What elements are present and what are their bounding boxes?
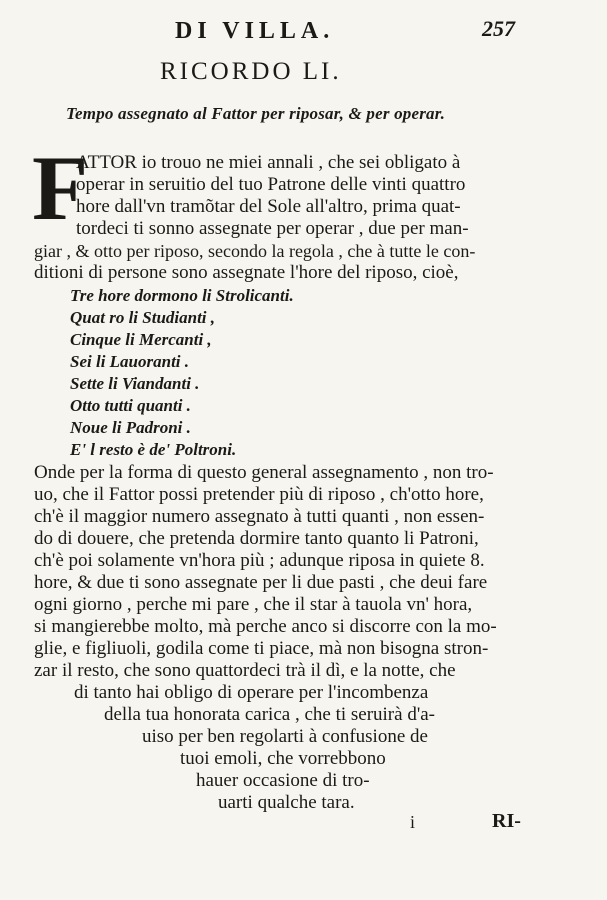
- closing-line: ch'è poi solamente vn'hora più ; adunque riposa in quiete 8.: [34, 550, 485, 571]
- intro-line: ditioni di persone sono assegnate l'hore del riposo, cioè,: [34, 262, 459, 283]
- intro-line: hore dall'vn tramõtar del Sole all'altro, prima quat-: [76, 196, 461, 217]
- verse-line: Sette li Viandanti .: [70, 374, 200, 393]
- verse-line: Noue li Padroni .: [70, 418, 191, 437]
- closing-line: zar il resto, che sono quattordeci trà il dì, e la notte, che: [34, 660, 456, 681]
- closing-line: uiso per ben regolarti à confusione de: [142, 726, 428, 747]
- closing-line: do di douere, che pretenda dormire tanto quanto li Patroni,: [34, 528, 479, 549]
- closing-line: hauer occasione di tro-: [196, 770, 370, 791]
- closing-line: uo, che il Fattor possi pretender più di riposo , ch'otto hore,: [34, 484, 484, 505]
- closing-line: glie, e figliuoli, godila come ti piace, mà non bisogna stron-: [34, 638, 489, 659]
- closing-line: ogni giorno , perche mi pare , che il star à tauola vn' hora,: [34, 594, 473, 615]
- verse-line: Sei li Lauoranti .: [70, 352, 190, 371]
- closing-line: si mangierebbe molto, mà perche anco si discorre con la mo-: [34, 616, 497, 637]
- closing-line: hore, & due ti sono assegnate per li due pasti , che deui fare: [34, 572, 488, 593]
- closing-line: tuoi emoli, che vorrebbono: [180, 748, 386, 769]
- chapter-subtitle: Tempo assegnato al Fattor per riposar, & per operar.: [66, 104, 446, 123]
- intro-line: ATTOR io trouo ne miei annali , che sei obligato à: [76, 152, 461, 173]
- closing-line: ch'è il maggior numero assegnato à tutti quanti , non essen-: [34, 506, 485, 527]
- printer-mark: i: [410, 812, 416, 832]
- running-head: DI VILLA.: [175, 18, 335, 44]
- verse-line: Quat ro li Studianti ,: [70, 308, 216, 327]
- intro-line: giar , & otto per riposo, secondo la regola , che à tutte le con-: [34, 241, 476, 261]
- catchword: RI-: [492, 810, 521, 832]
- chapter-title: RICORDO LI.: [160, 58, 342, 85]
- intro-line: tordeci ti sonno assegnate per operar , due per man-: [76, 218, 469, 239]
- verse-line: Tre hore dormono li Strolicanti.: [70, 286, 294, 305]
- verse-line: Otto tutti quanti .: [70, 396, 191, 415]
- verse-line: Cinque li Mercanti ,: [70, 330, 212, 349]
- intro-line: operar in seruitio del tuo Patrone delle vinti quattro: [76, 174, 466, 195]
- closing-line: uarti qualche tara.: [218, 792, 355, 813]
- verse-line: E' l resto è de' Poltroni.: [70, 440, 237, 459]
- closing-line: della tua honorata carica , che ti seruirà d'a-: [104, 704, 435, 725]
- page-number: 257: [482, 16, 515, 41]
- closing-line: di tanto hai obligo di operare per l'incombenza: [74, 682, 429, 703]
- closing-line: Onde per la forma di questo general assegnamento , non tro-: [34, 462, 494, 483]
- drop-cap: F: [32, 137, 89, 239]
